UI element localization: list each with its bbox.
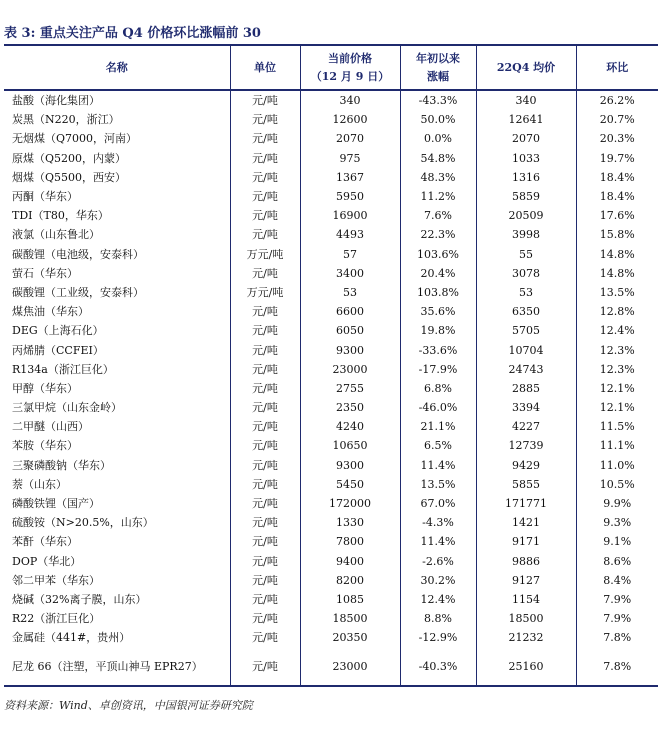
table-row (4, 110, 658, 129)
cell-ytd: -4.3% (400, 513, 476, 532)
header-price-line2: （12 月 9 日） (310, 69, 390, 83)
cell-ytd: 35.6% (400, 302, 476, 321)
cell-name: 盐酸（海化集团） (12, 94, 100, 108)
price-table (4, 44, 658, 687)
table-header-row (4, 45, 658, 90)
cell-qoq: 11.0% (576, 456, 658, 475)
cell-ytd: 12.4% (400, 590, 476, 609)
header-qoq: 环比 (576, 45, 658, 90)
cell-avg: 3394 (476, 398, 576, 417)
cell-avg: 18500 (476, 609, 576, 628)
cell-unit: 元/吨 (230, 379, 300, 398)
table-row (4, 302, 658, 321)
cell-qoq: 14.8% (576, 264, 658, 283)
cell-avg: 10704 (476, 340, 576, 359)
cell-price: 10650 (300, 436, 400, 455)
cell-unit: 元/吨 (230, 168, 300, 187)
cell-price: 16900 (300, 206, 400, 225)
cell-ytd: -40.3% (400, 647, 476, 686)
cell-qoq: 11.5% (576, 417, 658, 436)
cell-avg: 9127 (476, 571, 576, 590)
cell-qoq: 8.6% (576, 552, 658, 571)
price-table-container (4, 44, 658, 687)
source-note: 资料来源：Wind、卓创资讯，中国银河证券研究院 (4, 699, 253, 712)
cell-qoq: 14.8% (576, 245, 658, 264)
cell-price: 20350 (300, 628, 400, 647)
cell-avg: 6350 (476, 302, 576, 321)
cell-unit: 元/吨 (230, 187, 300, 206)
cell-ytd: 11.4% (400, 532, 476, 551)
cell-name: 三氯甲烷（山东金岭） (12, 401, 122, 415)
cell-name: 尼龙 66（注塑，平顶山神马 EPR27） (4, 647, 230, 686)
cell-unit: 元/吨 (230, 129, 300, 148)
cell-ytd: 19.8% (400, 321, 476, 340)
cell-unit: 元/吨 (230, 513, 300, 532)
cell-qoq: 12.3% (576, 360, 658, 379)
cell-avg: 1421 (476, 513, 576, 532)
cell-qoq: 19.7% (576, 149, 658, 168)
table-row (4, 513, 658, 532)
cell-qoq: 9.3% (576, 513, 658, 532)
table-row (4, 398, 658, 417)
cell-avg: 4227 (476, 417, 576, 436)
cell-name: 苯胺（华东） (12, 439, 78, 453)
cell-unit: 元/吨 (230, 494, 300, 513)
table-row (4, 129, 658, 148)
table-row (4, 590, 658, 609)
cell-price: 23000 (300, 360, 400, 379)
cell-unit: 元/吨 (230, 532, 300, 551)
cell-price: 4493 (300, 225, 400, 244)
cell-qoq: 12.1% (576, 379, 658, 398)
table-row (4, 168, 658, 187)
header-unit: 单位 (230, 45, 300, 90)
cell-qoq: 13.5% (576, 283, 658, 302)
table-row (4, 360, 658, 379)
table-row (4, 187, 658, 206)
cell-qoq: 7.9% (576, 609, 658, 628)
cell-name: 碳酸锂（工业级，安泰科） (12, 285, 144, 299)
cell-avg: 9429 (476, 456, 576, 475)
table-body (4, 90, 658, 686)
cell-name: 磷酸铁锂（国产） (12, 497, 100, 511)
cell-unit: 元/吨 (230, 647, 300, 686)
cell-unit: 元/吨 (230, 206, 300, 225)
cell-ytd: -12.9% (400, 628, 476, 647)
cell-ytd: 20.4% (400, 264, 476, 283)
cell-price: 1367 (300, 168, 400, 187)
cell-unit: 元/吨 (230, 302, 300, 321)
cell-price: 340 (300, 90, 400, 110)
cell-ytd: 30.2% (400, 571, 476, 590)
cell-unit: 元/吨 (230, 264, 300, 283)
cell-qoq: 11.1% (576, 436, 658, 455)
cell-price: 9300 (300, 456, 400, 475)
cell-ytd: 54.8% (400, 149, 476, 168)
cell-avg: 55 (476, 245, 576, 264)
cell-name: 烟煤（Q5500，西安） (12, 170, 127, 184)
cell-ytd: 6.5% (400, 436, 476, 455)
cell-unit: 元/吨 (230, 90, 300, 110)
cell-name: 苯酐（华东） (12, 535, 78, 549)
cell-price: 1330 (300, 513, 400, 532)
cell-qoq: 12.1% (576, 398, 658, 417)
cell-avg: 9886 (476, 552, 576, 571)
cell-price: 2350 (300, 398, 400, 417)
cell-qoq: 18.4% (576, 187, 658, 206)
cell-name: R134a（浙江巨化） (12, 362, 114, 376)
cell-name: 甲醇（华东） (12, 381, 78, 395)
table-row (4, 225, 658, 244)
cell-price: 6050 (300, 321, 400, 340)
cell-unit: 元/吨 (230, 436, 300, 455)
cell-qoq: 26.2% (576, 90, 658, 110)
header-avg: 22Q4 均价 (476, 45, 576, 90)
cell-avg: 21232 (476, 628, 576, 647)
cell-avg: 5855 (476, 475, 576, 494)
cell-avg: 3998 (476, 225, 576, 244)
cell-price: 9400 (300, 552, 400, 571)
cell-name: 二甲醚（山西） (12, 420, 89, 434)
cell-name: 原煤（Q5200，内蒙） (12, 151, 127, 165)
cell-qoq: 10.5% (576, 475, 658, 494)
table-row (4, 90, 658, 110)
cell-qoq: 20.3% (576, 129, 658, 148)
cell-name: 三聚磷酸钠（华东） (12, 458, 111, 472)
table-row (4, 321, 658, 340)
cell-price: 23000 (300, 647, 400, 686)
cell-ytd: 11.2% (400, 187, 476, 206)
cell-avg: 1033 (476, 149, 576, 168)
table-row (4, 628, 658, 647)
cell-avg: 9171 (476, 532, 576, 551)
header-name: 名称 (4, 45, 230, 90)
cell-ytd: 13.5% (400, 475, 476, 494)
cell-price: 975 (300, 149, 400, 168)
cell-unit: 元/吨 (230, 110, 300, 129)
cell-avg: 1154 (476, 590, 576, 609)
cell-ytd: 103.6% (400, 245, 476, 264)
cell-name: 邻二甲苯（华东） (12, 573, 100, 587)
cell-unit: 元/吨 (230, 225, 300, 244)
cell-ytd: -46.0% (400, 398, 476, 417)
cell-avg: 12641 (476, 110, 576, 129)
cell-price: 12600 (300, 110, 400, 129)
cell-unit: 元/吨 (230, 321, 300, 340)
cell-price: 2070 (300, 129, 400, 148)
cell-name: 金属硅（441#，贵州） (12, 631, 131, 645)
cell-price: 5450 (300, 475, 400, 494)
cell-price: 2755 (300, 379, 400, 398)
cell-price: 172000 (300, 494, 400, 513)
cell-name: TDI（T80，华东） (12, 209, 109, 223)
header-price (300, 45, 400, 90)
cell-ytd: 67.0% (400, 494, 476, 513)
table-row (4, 571, 658, 590)
cell-price: 1085 (300, 590, 400, 609)
cell-unit: 元/吨 (230, 590, 300, 609)
cell-price: 9300 (300, 340, 400, 359)
cell-avg: 5859 (476, 187, 576, 206)
cell-unit: 元/吨 (230, 340, 300, 359)
cell-ytd: -33.6% (400, 340, 476, 359)
cell-avg: 12739 (476, 436, 576, 455)
cell-ytd: 11.4% (400, 456, 476, 475)
cell-name: 硫酸铵（N>20.5%，山东） (12, 516, 154, 530)
cell-qoq: 17.6% (576, 206, 658, 225)
cell-qoq: 15.8% (576, 225, 658, 244)
header-ytd-line1: 年初以来 (416, 51, 460, 65)
cell-ytd: 21.1% (400, 417, 476, 436)
cell-name: 碳酸锂（电池级，安泰科） (12, 247, 144, 261)
table-row (4, 283, 658, 302)
table-row (4, 264, 658, 283)
cell-name: 煤焦油（华东） (12, 305, 89, 319)
cell-avg: 20509 (476, 206, 576, 225)
cell-price: 4240 (300, 417, 400, 436)
cell-name: 无烟煤（Q7000，河南） (12, 132, 138, 146)
cell-qoq: 7.8% (576, 647, 658, 686)
cell-avg: 25160 (476, 647, 576, 686)
cell-ytd: 6.8% (400, 379, 476, 398)
cell-unit: 元/吨 (230, 552, 300, 571)
cell-unit: 元/吨 (230, 149, 300, 168)
cell-ytd: 7.6% (400, 206, 476, 225)
cell-ytd: 8.8% (400, 609, 476, 628)
cell-ytd: 48.3% (400, 168, 476, 187)
header-ytd (400, 45, 476, 90)
cell-unit: 元/吨 (230, 475, 300, 494)
cell-avg: 53 (476, 283, 576, 302)
table-row (4, 456, 658, 475)
cell-price: 3400 (300, 264, 400, 283)
table-row (4, 494, 658, 513)
cell-unit: 元/吨 (230, 609, 300, 628)
table-row (4, 609, 658, 628)
cell-name: R22（浙江巨化） (12, 612, 101, 626)
cell-name: 萘（山东） (12, 477, 67, 491)
cell-unit: 元/吨 (230, 571, 300, 590)
cell-price: 7800 (300, 532, 400, 551)
cell-name: 烧碱（32%离子膜，山东） (12, 592, 147, 606)
table-row (4, 379, 658, 398)
cell-name: 丙烯腈（CCFEI） (12, 343, 104, 357)
cell-unit: 元/吨 (230, 398, 300, 417)
cell-avg: 340 (476, 90, 576, 110)
cell-avg: 171771 (476, 494, 576, 513)
table-row (4, 475, 658, 494)
cell-ytd: 22.3% (400, 225, 476, 244)
cell-qoq: 9.9% (576, 494, 658, 513)
cell-ytd: 103.8% (400, 283, 476, 302)
cell-ytd: -17.9% (400, 360, 476, 379)
table-row (4, 532, 658, 551)
cell-qoq: 18.4% (576, 168, 658, 187)
cell-ytd: 0.0% (400, 129, 476, 148)
cell-ytd: 50.0% (400, 110, 476, 129)
cell-name: 萤石（华东） (12, 266, 78, 280)
cell-avg: 5705 (476, 321, 576, 340)
cell-qoq: 7.9% (576, 590, 658, 609)
cell-avg: 2070 (476, 129, 576, 148)
table-row (4, 149, 658, 168)
table-row (4, 245, 658, 264)
cell-name: 丙酮（华东） (12, 190, 78, 204)
cell-avg: 1316 (476, 168, 576, 187)
cell-unit: 元/吨 (230, 417, 300, 436)
cell-price: 8200 (300, 571, 400, 590)
cell-qoq: 20.7% (576, 110, 658, 129)
table-row (4, 436, 658, 455)
cell-unit: 万元/吨 (230, 283, 300, 302)
table-row (4, 647, 658, 686)
header-ytd-line2: 涨幅 (427, 69, 449, 83)
cell-price: 18500 (300, 609, 400, 628)
cell-price: 53 (300, 283, 400, 302)
cell-price: 6600 (300, 302, 400, 321)
cell-unit: 元/吨 (230, 628, 300, 647)
table-row (4, 417, 658, 436)
cell-qoq: 12.3% (576, 340, 658, 359)
table-row (4, 206, 658, 225)
cell-unit: 元/吨 (230, 456, 300, 475)
cell-avg: 3078 (476, 264, 576, 283)
cell-qoq: 7.8% (576, 628, 658, 647)
cell-unit: 元/吨 (230, 360, 300, 379)
cell-name: DOP（华北） (12, 554, 82, 568)
header-price-line1: 当前价格 (328, 51, 372, 65)
cell-qoq: 12.4% (576, 321, 658, 340)
table-row (4, 340, 658, 359)
cell-name: 液氯（山东鲁北） (12, 228, 100, 242)
table-row (4, 552, 658, 571)
cell-ytd: -2.6% (400, 552, 476, 571)
cell-avg: 24743 (476, 360, 576, 379)
cell-name: DEG（上海石化） (12, 324, 104, 338)
cell-qoq: 12.8% (576, 302, 658, 321)
cell-ytd: -43.3% (400, 90, 476, 110)
cell-avg: 2885 (476, 379, 576, 398)
cell-price: 57 (300, 245, 400, 264)
cell-name: 炭黑（N220，浙江） (12, 113, 120, 127)
table-caption: 表 3: 重点关注产品 Q4 价格环比涨幅前 30 (4, 26, 261, 41)
cell-unit: 万元/吨 (230, 245, 300, 264)
cell-qoq: 8.4% (576, 571, 658, 590)
cell-qoq: 9.1% (576, 532, 658, 551)
cell-price: 5950 (300, 187, 400, 206)
